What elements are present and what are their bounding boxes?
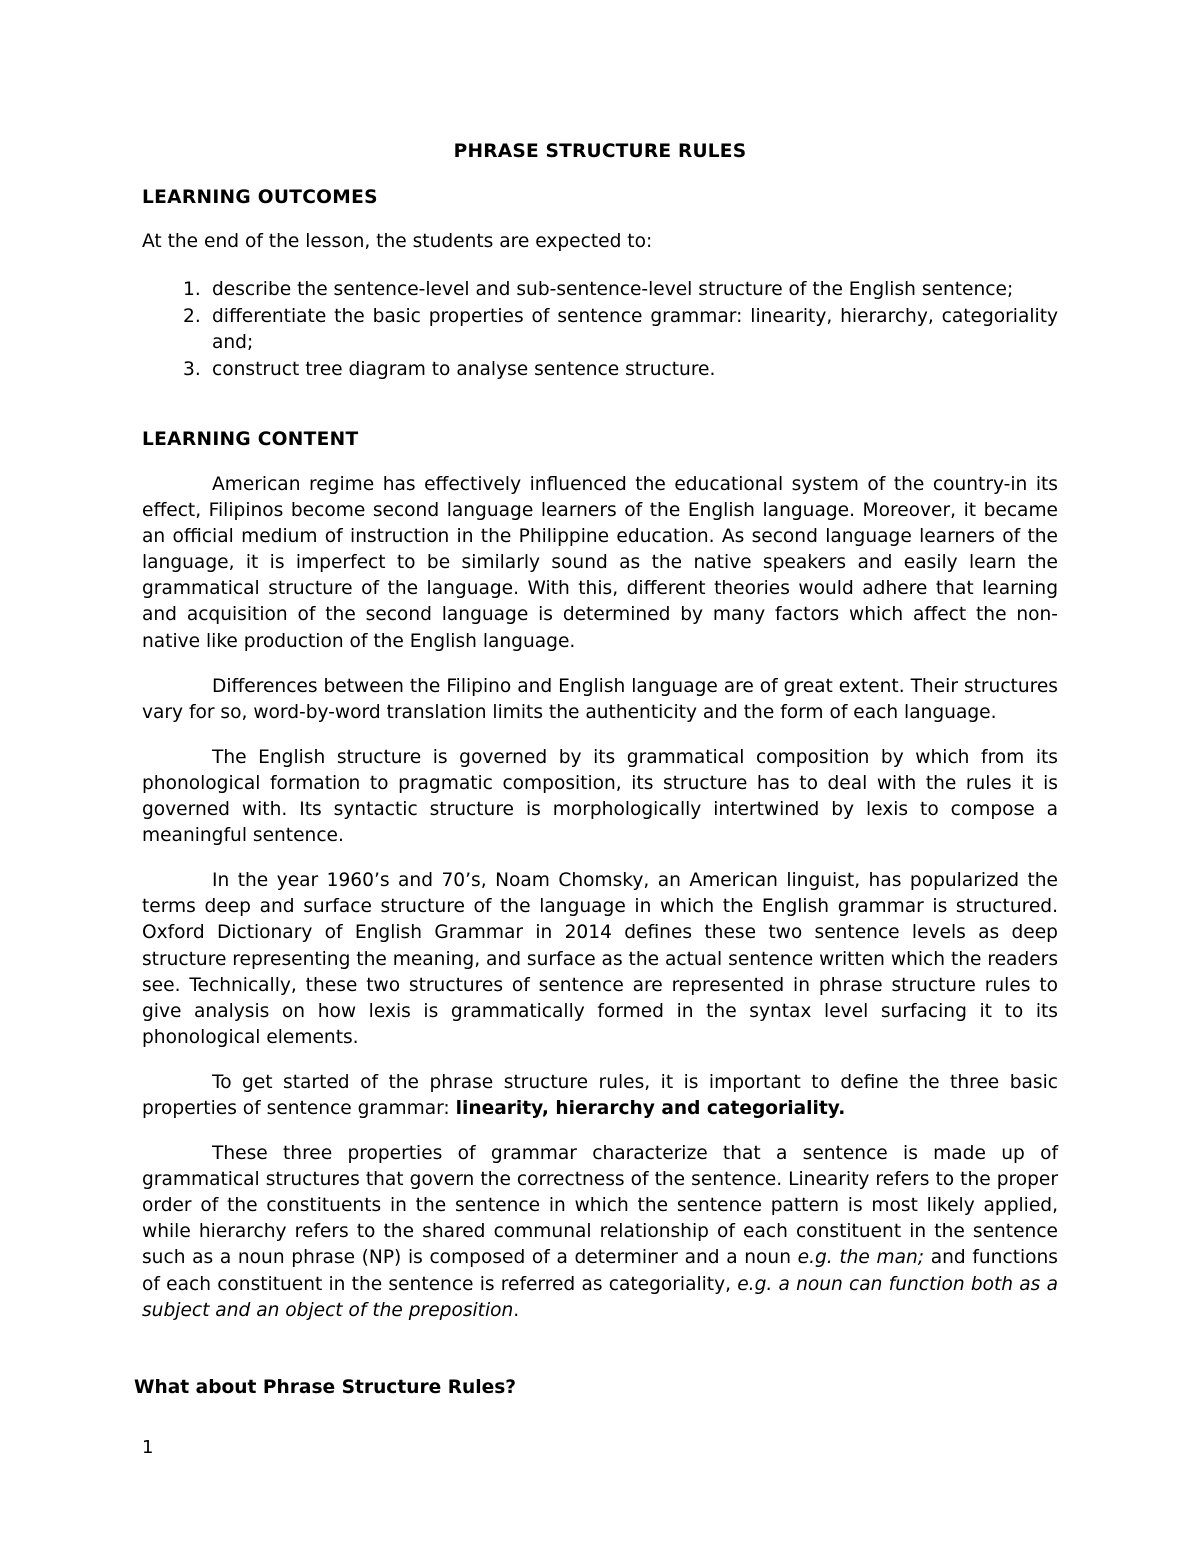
learning-content-body (142, 472, 1058, 1343)
phrase-structure-subheading: What about Phrase Structure Rules? (134, 1377, 517, 1398)
paragraph-text: . (513, 1299, 520, 1321)
list-item-text: describe the sentence-level and sub-sentence-level structure of the English sentence; (212, 279, 1014, 300)
list-item (142, 277, 1058, 304)
learning-content-heading: LEARNING CONTENT (142, 429, 359, 450)
bold-properties-text: linearity, hierarchy and categoriality. (455, 1097, 846, 1119)
paragraph-text: These three properties of grammar characterize that a sentence is made up of grammatical structures that govern the correctness of the sentence. Linearity refers to the proper order of the constituents in the sentence in which the sentence pattern is most likely applied, while hierarchy refers to the shared communal relationship of each constituent in the sentence such as a noun phrase (NP) is composed of a determiner and a noun (142, 1143, 1058, 1269)
outcomes-list (142, 277, 1058, 383)
list-item-text: differentiate the basic properties of sentence grammar: linearity, hierarchy, categoriality and; (212, 305, 1058, 353)
paragraph (142, 1070, 1058, 1122)
italic-example: e.g. the man; (797, 1247, 925, 1269)
outcomes-intro: At the end of the lesson, the students are expected to: (142, 231, 653, 252)
learning-outcomes-heading: LEARNING OUTCOMES (142, 187, 378, 208)
list-item (142, 357, 1058, 384)
paragraph-text: and functions of each constituent in the sentence is referred as categoriality, (142, 1247, 1058, 1295)
paragraph-text: To get started of the phrase structure rules, it is important to define the three basic properties of sentence grammar: (142, 1071, 1058, 1119)
list-item (142, 304, 1058, 357)
paragraph: The English structure is governed by its grammatical composition by which from its phonological formation to pragmatic composition, its structure has to deal with the rules it is governed with. Its syntactic structure is morphologically intertwined by lexis to compose a meaningful sentence. (142, 746, 1058, 847)
list-item-text: construct tree diagram to analyse sentence structure. (212, 358, 716, 380)
paragraph: American regime has effectively influenced the educational system of the country-in its effect, Filipinos become second language learners of the English language. Moreover, it became an official medium of instruction in the Philippine education. As second language learners of the language, it is imperfect to be similarly sound as the native speakers and easily learn the grammatical structure of the language. With this, different theories would adhere that learning and acquisition of the second language is determined by many factors which affect the non-native like production of the English language. (142, 474, 1058, 652)
page-number: 1 (142, 1437, 154, 1458)
document-title: PHRASE STRUCTURE RULES (453, 141, 747, 162)
italic-example: e.g. a noun can function both as a subject and an object of the preposition (142, 1273, 1058, 1321)
list-number: 1. (183, 279, 201, 300)
list-number: 2. (183, 305, 201, 327)
paragraph (142, 1141, 1058, 1324)
paragraph: In the year 1960’s and 70’s, Noam Chomsky, an American linguist, has popularized the terms deep and surface structure of the language in which the English grammar is structured. Oxford Dictionary of English Grammar in 2014 defines these two sentence levels as deep structure representing the meaning, and surface as the actual sentence written which the readers see. Technically, these two structures of sentence are represented in phrase structure rules to give analysis on how lexis is grammatically formed in the syntax level surfacing it to its phonological elements. (142, 870, 1059, 1048)
list-number: 3. (183, 358, 201, 380)
paragraph: Differences between the Filipino and English language are of great extent. Their structures vary for so, word-by-word translation limits the authenticity and the form of each language. (142, 675, 1058, 723)
